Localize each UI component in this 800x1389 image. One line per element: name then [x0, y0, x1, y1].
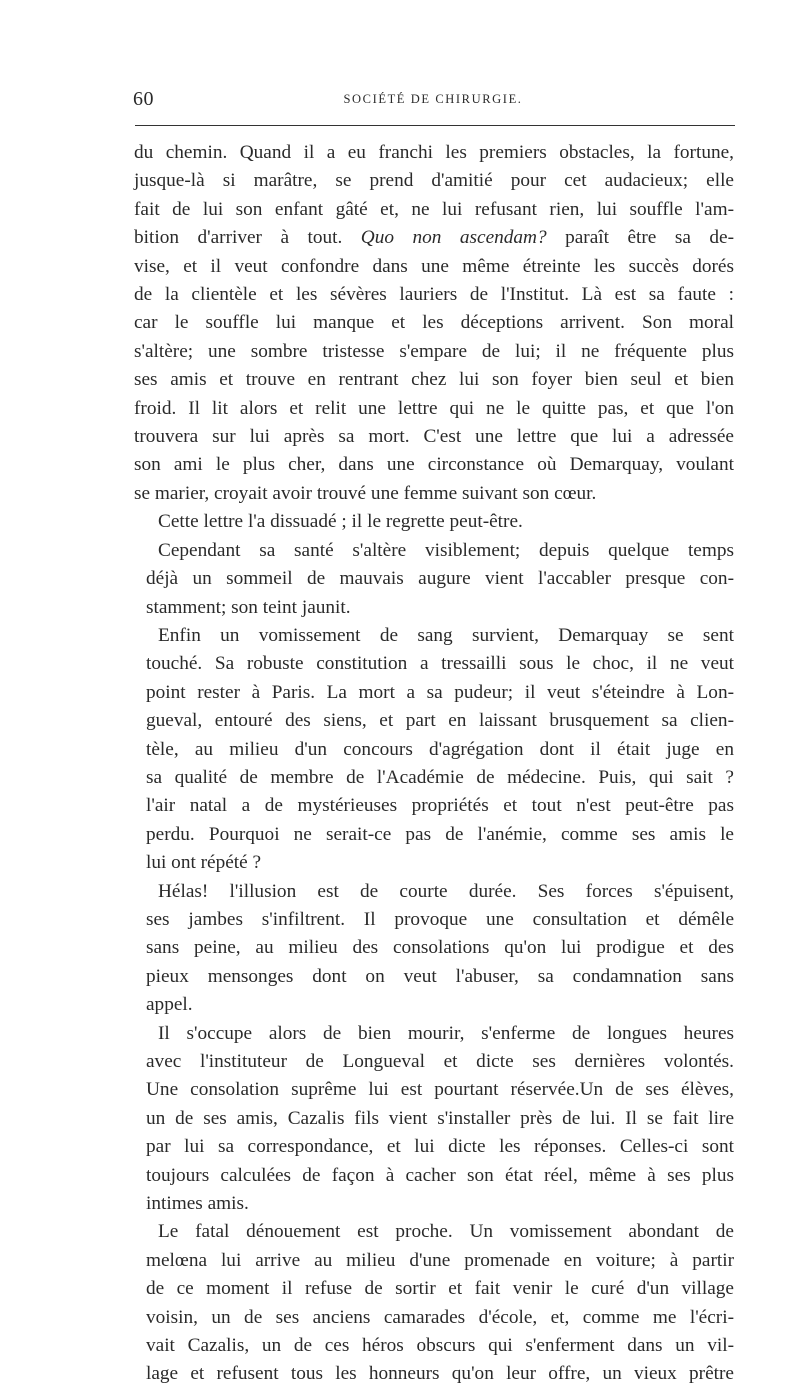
text-line: par lui sa correspondance, et lui dicte les réponses. Celles-ci sont [146, 1136, 734, 1158]
text-line: un de ses amis, Cazalis fils vient s'installer près de lui. Il se fait lire [146, 1107, 734, 1129]
text-line: stamment; son teint jaunit. [146, 596, 351, 618]
latin-quote: Quo non ascendam? [360, 227, 547, 249]
text-line: lui ont répété ? [146, 852, 262, 874]
paragraph [134, 537, 734, 622]
text-line: Une consolation suprême lui est pourtant réservée.Un de ses élèves, [146, 1079, 734, 1101]
text-line: s'altère; une sombre tristesse s'empare de lui; il ne fréquente plus [134, 340, 734, 362]
text-line: car le souffle lui manque et les déceptions arrivent. Son moral [134, 312, 734, 334]
text-line: jusque-là si marâtre, se prend d'amitié pour cet audacieux; elle [134, 170, 734, 192]
text-line: sans peine, au milieu des consolations qu'on lui prodigue et des [146, 937, 734, 959]
text-line: ses amis et trouve en rentrant chez lui son foyer bien seul et bien [134, 369, 734, 391]
text-line: bition d'arriver à tout. Quo non ascendam? paraît être sa de- [134, 227, 735, 249]
text-line: vise, et il veut confondre dans une même étreinte les succès dorés [134, 255, 734, 277]
text-line: sa qualité de membre de l'Académie de médecine. Puis, qui sait ? [146, 766, 734, 788]
text-line: de ce moment il refuse de sortir et fait venir le curé d'un village [146, 1278, 734, 1300]
text-line: déjà un sommeil de mauvais augure vient l'accabler presque con- [146, 568, 734, 590]
paragraph [134, 878, 734, 1020]
text-line: Il s'occupe alors de bien mourir, s'enferme de longues heures [158, 1022, 734, 1044]
text-line: intimes amis. [146, 1193, 249, 1215]
text-line: pieux mensonges dont on veut l'abuser, sa condamnation sans [146, 965, 734, 987]
paragraph [134, 1218, 734, 1388]
text-line: Cependant sa santé s'altère visiblement; depuis quelque temps [158, 539, 734, 561]
text-line: fait de lui son enfant gâté et, ne lui refusant rien, lui souffle l'am- [134, 198, 734, 220]
paragraph [134, 622, 734, 878]
text-line: froid. Il lit alors et relit une lettre qui ne le quitte pas, et que l'on [134, 397, 734, 419]
page-header [133, 88, 733, 116]
running-head: SOCIÉTÉ DE CHIRURGIE. [343, 92, 523, 106]
header-rule [135, 125, 735, 126]
text-line: tèle, au milieu d'un concours d'agrégation dont il était juge en [146, 738, 734, 760]
text-line: se marier, croyait avoir trouvé une femme suivant son cœur. [134, 482, 597, 504]
text-line: melœna lui arrive au milieu d'une promenade en voiture; à partir [146, 1249, 734, 1271]
text-line: du chemin. Quand il a eu franchi les premiers obstacles, la fortune, [134, 142, 734, 163]
text-line: avec l'instituteur de Longueval et dicte ses dernières volontés. [146, 1051, 734, 1072]
text-line: touché. Sa robuste constitution a tressailli sous le choc, il ne veut [146, 653, 734, 675]
text-line: Enfin un vomissement de sang survient, Demarquay se sent [158, 624, 734, 646]
text-line: point rester à Paris. La mort a sa pudeur; il veut s'éteindre à Lon- [146, 681, 734, 703]
text-line: Hélas! l'illusion est de courte durée. Ses forces s'épuisent, [158, 880, 734, 902]
text-line: gueval, entouré des siens, et part en laissant brusquement sa clien- [146, 710, 734, 732]
text-line: toujours calculées de façon à cacher son état réel, même à ses plus [146, 1164, 734, 1186]
paragraph [134, 508, 734, 536]
text-line: lage et refusent tous les honneurs qu'on leur offre, un vieux prêtre [146, 1363, 734, 1385]
text-line: de la clientèle et les sévères lauriers de l'Institut. Là est sa faute : [134, 284, 734, 306]
text-line: trouvera sur lui après sa mort. C'est une lettre que lui a adressée [134, 426, 734, 448]
text-line: appel. [146, 994, 193, 1016]
text-line: vait Cazalis, un de ces héros obscurs qui s'enferment dans un vil- [146, 1335, 734, 1357]
text-line: voisin, un de ses anciens camarades d'école, et, comme me l'écri- [146, 1306, 734, 1328]
paragraph [134, 1020, 734, 1219]
text-line: Le fatal dénouement est proche. Un vomissement abondant de [158, 1221, 734, 1243]
text-line: son ami le plus cher, dans une circonstance où Demarquay, voulant [134, 454, 734, 476]
text-line: ses jambes s'infiltrent. Il provoque une consultation et démêle [146, 908, 734, 930]
text-line: l'air natal a de mystérieuses propriétés et tout n'est peut-être pas [146, 795, 734, 817]
body-text [134, 139, 734, 1389]
paragraph [134, 139, 734, 508]
text-line: perdu. Pourquoi ne serait-ce pas de l'anémie, comme ses amis le [146, 823, 734, 845]
text-line: Cette lettre l'a dissuadé ; il le regrette peut-être. [158, 511, 523, 533]
page-number: 60 [133, 88, 154, 110]
